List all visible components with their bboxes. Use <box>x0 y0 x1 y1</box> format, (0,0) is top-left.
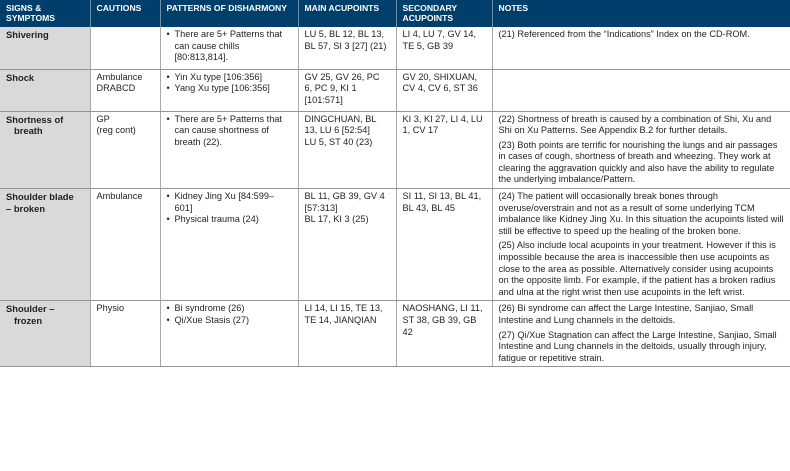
cautions-cell <box>90 301 160 367</box>
main-acupoints-text: LU 5, ST 40 (23) <box>304 136 373 147</box>
caution-text: Ambulance <box>96 71 143 82</box>
notes-cell <box>492 27 790 69</box>
header-cautions: CAUTIONS <box>90 0 160 27</box>
pattern-item: • Bi syndrome (26) <box>167 303 292 315</box>
main-acupoints-text: LI 14, LI 15, TE 13, TE 14, JIANQIAN <box>304 303 383 325</box>
note-text: (27) Qi/Xue Stagnation can affect the Large Intestine, Sanjiao, Small Intestine and Lung channels in the deltoids, usually through injury, fatigue or repetitive strain. <box>498 329 777 363</box>
patterns-cell <box>160 301 298 367</box>
table-body <box>0 27 790 367</box>
main-acupoints-text: BL 11, GB 39, GV 4 [57:313] <box>304 191 385 213</box>
pattern-item: • There are 5+ Patterns that can cause chills [80:813,814]. <box>167 29 292 64</box>
main-acupoints-text: GV 25, GV 26, PC 6, PC 9, KI 1 [101:571] <box>304 71 380 105</box>
secondary-acupoints-text: GV 20, SHIXUAN, CV 4, CV 6, ST 36 <box>402 71 478 94</box>
table-row <box>0 189 790 301</box>
patterns-cell <box>160 189 298 301</box>
main-acupoints-text: DINGCHUAN, BL 13, LU 6 [52:54] <box>304 113 377 136</box>
cautions-cell <box>90 111 160 189</box>
secondary-acupoints-cell <box>396 69 492 111</box>
symptom-text: frozen <box>14 315 43 326</box>
header-patterns: PATTERNS OF DISHARMONY <box>160 0 298 27</box>
header-row <box>0 0 790 27</box>
caution-text: GP <box>96 113 110 124</box>
pattern-item: • Kidney Jing Xu [84:599–601] <box>167 191 292 214</box>
secondary-acupoints-text: SI 11, SI 13, BL 41, BL 43, BL 45 <box>402 191 482 213</box>
symptom-text: Shock <box>6 71 35 83</box>
symptom-text: Shivering <box>6 29 49 40</box>
patterns-cell <box>160 27 298 69</box>
note-text: (22) Shortness of breath is caused by a combination of Shi, Xu and Shi on Xu Patterns. See Appendix B.2 for further details. <box>498 113 772 136</box>
secondary-acupoints-cell <box>396 189 492 301</box>
main-acupoints-cell <box>298 189 396 301</box>
main-acupoints-cell <box>298 69 396 111</box>
main-acupoints-text: LU 5, BL 12, BL 13, BL 57, SI 3 [27] (21) <box>304 29 387 51</box>
caution-text: Ambulance <box>96 191 143 202</box>
symptom-cell <box>0 111 90 189</box>
note-text: (21) Referenced from the “Indications” Index on the CD-ROM. <box>498 29 750 39</box>
main-acupoints-text: BL 17, KI 3 (25) <box>304 214 369 225</box>
symptom-text: breath <box>14 125 43 137</box>
notes-cell <box>492 301 790 367</box>
header-notes: NOTES <box>492 0 790 27</box>
notes-cell <box>492 69 790 111</box>
symptom-cell <box>0 189 90 301</box>
secondary-acupoints-cell <box>396 111 492 189</box>
main-acupoints-cell <box>298 111 396 189</box>
secondary-acupoints-text: NAOSHANG, LI 11, ST 38, GB 39, GB 42 <box>402 303 483 337</box>
secondary-acupoints-cell <box>396 27 492 69</box>
pattern-item: • Yin Xu type [106:356] <box>167 72 292 84</box>
main-acupoints-cell <box>298 27 396 69</box>
caution-text: (reg cont) <box>96 125 136 136</box>
table-row <box>0 301 790 367</box>
symptom-cell <box>0 69 90 111</box>
table-row <box>0 27 790 69</box>
symptom-text: – broken <box>6 202 46 214</box>
patterns-cell <box>160 69 298 111</box>
pattern-item: • Qi/Xue Stasis (27) <box>167 315 292 327</box>
note-text: (26) Bi syndrome can affect the Large Intestine, Sanjiao, Small Intestine and Lung channels in the deltoids. <box>498 303 754 325</box>
table-row <box>0 69 790 111</box>
note-text: (23) Both points are terrific for nourishing the lungs and air passages in cases of cough, shortness of breath and wheezing. They work at clearing the aggravation quickly and also have the ability to regulate the underlying imbalance/Pattern. <box>498 139 778 185</box>
symptom-cell <box>0 301 90 367</box>
pattern-item: • Yang Xu type [106:356] <box>167 83 292 95</box>
pattern-item: • There are 5+ Patterns that can cause shortness of breath (22). <box>167 114 292 149</box>
cautions-cell <box>90 27 160 69</box>
symptom-text: Shortness of <box>6 113 64 125</box>
notes-cell <box>492 189 790 301</box>
symptom-text: Shoulder – <box>6 303 55 315</box>
main-acupoints-cell <box>298 301 396 367</box>
pattern-item: • Physical trauma (24) <box>167 214 292 226</box>
note-text: (25) Also include local acupoints in your treatment. However if this is impossible because the area is inaccessible then use acupoints as close to the area as possible. Alternatively consider using acupoints on the opposite limb. For example, if the patient has a broken radius and ulna at the right wrist then use acupoints in the left wrist. <box>498 240 776 297</box>
secondary-acupoints-text: KI 3, KI 27, LI 4, LU 1, CV 17 <box>402 113 483 136</box>
cautions-cell <box>90 189 160 301</box>
note-text: (24) The patient will occasionally break bones through overuse/overstrain and not as a result of some underlying TCM imbalance like Kidney Jing Xu. In this situation the acupoints listed will still be effective to speed up the healing of the broken bone. <box>498 191 784 236</box>
symptom-cell <box>0 27 90 69</box>
caution-text: Physio <box>96 303 125 314</box>
table-row <box>0 111 790 189</box>
symptom-text: Shoulder blade <box>6 191 74 203</box>
secondary-acupoints-cell <box>396 301 492 367</box>
header-main-acupoints: MAIN ACUPOINTS <box>298 0 396 27</box>
patterns-cell <box>160 111 298 189</box>
header-secondary-acupoints: SECONDARY ACUPOINTS <box>396 0 492 27</box>
secondary-acupoints-text: LI 4, LU 7, GV 14, TE 5, GB 39 <box>402 29 477 51</box>
header-signs-symptoms: SIGNS & SYMPTOMS <box>0 0 90 27</box>
cautions-cell <box>90 69 160 111</box>
notes-cell <box>492 111 790 189</box>
caution-text: DRABCD <box>96 83 136 94</box>
